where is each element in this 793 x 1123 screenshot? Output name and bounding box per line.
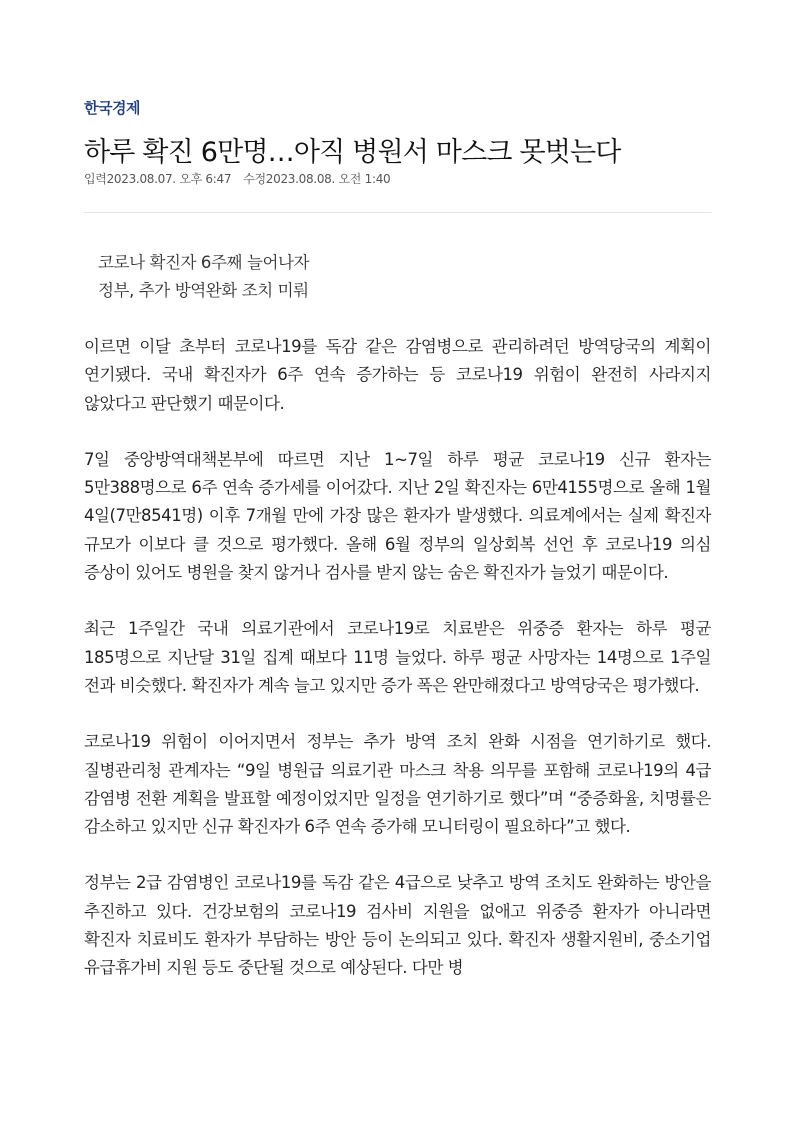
subheadline-block [98, 249, 309, 305]
subheadline: 정부, 추가 방역완화 조치 미뤄 [98, 281, 309, 300]
header-divider [84, 212, 711, 213]
body-paragraph: 코로나19 위험이 이어지면서 정부는 추가 방역 조치 완화 시점을 연기하기로 했다. 질병관리청 관계자는 “9일 병원급 의료기관 마스크 착용 의무를 포함해 코로나19의 4급 감염병 전환 계획을 발표할 예정이었지만 일정을 연기하기로 했다”며 “중증화율, 치명률은 감소하고 있지만 신규 확진자가 6주 연속 증가해 모니터링이 필요하다”고 했다. [84, 732, 712, 837]
modified-label: 수정 [243, 172, 266, 186]
body-paragraph: 이르면 이달 초부터 코로나19를 독감 같은 감염병으로 관리하려던 방역당국의 계획이 연기됐다. 국내 확진자가 6주 연속 증가하는 등 코로나19 위험이 완전히 사라지지 않았다고 판단했기 때문이다. [84, 337, 711, 413]
modified-date: 2023.08.08. 오전 1:40 [265, 172, 391, 186]
body-paragraph: 정부는 2급 감염병인 코로나19를 독감 같은 4급으로 낮추고 방역 조치도 완화하는 방안을 추진하고 있다. 건강보험의 코로나19 검사비 지원을 없애고 위중증 환자가 아니라면 확진자 치료비도 환자가 부담하는 방안 등이 논의되고 있다. 확진자 생활지원비, 중소기업 유급휴가비 지원 등도 중단될 것으로 예상된다. 다만 병 [84, 873, 711, 978]
article-body [84, 333, 711, 1011]
article-title: 하루 확진 6만명…아직 병원서 마스크 못벗는다 [84, 137, 621, 168]
input-date: 2023.08.07. 오후 6:47 [106, 172, 232, 186]
body-paragraph: 7일 중앙방역대책본부에 따르면 지난 1~7일 하루 평균 코로나19 신규 환자는 5만388명으로 6주 연속 증가세를 이어갔다. 지난 2일 확진자는 6만4155명으로 올해 1월 4일(7만8541명) 이후 7개월 만에 가장 많은 환자가 발생했다. 의료계에서는 실제 확진자 규모가 이보다 클 것으로 평가했다. 올해 6월 정부의 일상회복 선언 후 코로나19 의심 증상이 있어도 병원을 찾지 않거나 검사를 받지 않는 숨은 확진자가 늘었기 때문이다. [84, 449, 711, 583]
input-label: 입력 [84, 172, 107, 186]
body-paragraph: 최근 1주일간 국내 의료기관에서 코로나19로 치료받은 위중증 환자는 하루 평균 185명으로 지난달 31일 집계 때보다 11명 늘었다. 하루 평균 사망자는 14명으로 1주일 전과 비슷했다. 확진자가 계속 늘고 있지만 증가 폭은 완만해졌다고 방역당국은 평가했다. [84, 619, 711, 695]
publisher-logo[interactable]: 한국경제 [84, 99, 140, 117]
subheadline: 코로나 확진자 6주째 늘어나자 [98, 253, 310, 272]
dateline [84, 170, 390, 187]
